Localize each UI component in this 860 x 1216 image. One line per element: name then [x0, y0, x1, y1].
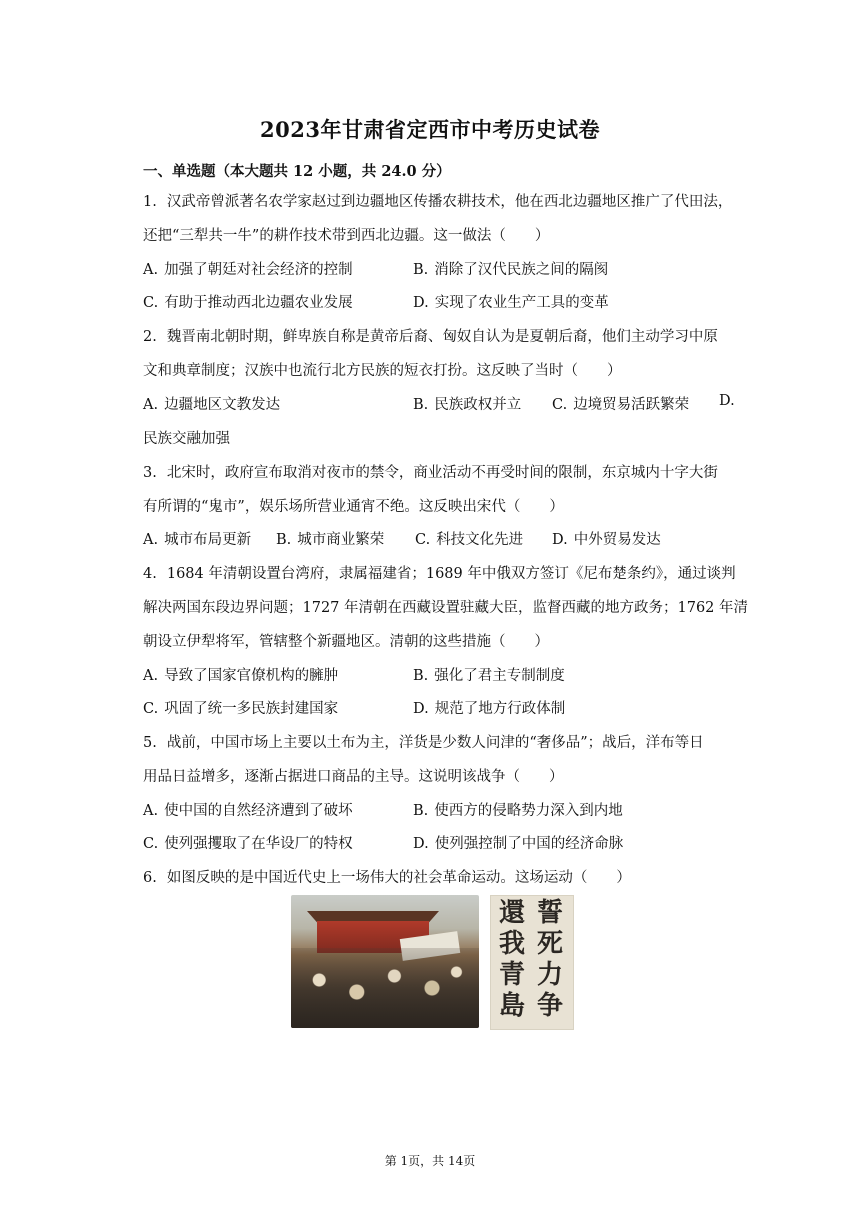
option-1b: B. 消除了汉代民族之间的隔阂 — [413, 262, 609, 278]
question-number: 1. — [143, 194, 157, 210]
question-5-line-1: 5. 战前，中国市场上主要以土布为主，洋货是少数人问津的“奢侈品”；战后，洋布等日 — [143, 735, 704, 751]
option-2a: A. 边疆地区文教发达 — [143, 397, 281, 413]
section-heading: 一、单选题（本大题共 12 小题，共 24.0 分） — [143, 163, 451, 180]
option-5d: D. 使列强控制了中国的经济命脉 — [413, 836, 624, 852]
question-4-line-3: 朝设立伊犁将军，管辖整个新疆地区。清朝的这些措施（ ） — [143, 634, 549, 650]
option-1c: C. 有助于推动西北边疆农业发展 — [143, 295, 353, 311]
question-4-line-1: 4. 1684 年清朝设置台湾府，隶属福建省；1689 年中俄双方签订《尼布楚条约》，通过谈判 — [143, 566, 736, 582]
question-2-line-2: 文和典章制度；汉族中也流行北方民族的短衣打扮。这反映了当时（ ） — [143, 363, 622, 379]
may-fourth-painting-image — [291, 895, 479, 1028]
calligraphy-column-1: 誓 死 力 争 — [536, 898, 563, 1021]
page-footer: 第 1页，共 14页 — [384, 1154, 476, 1168]
option-4c: C. 巩固了统一多民族封建国家 — [143, 701, 339, 717]
option-5b: B. 使西方的侵略势力深入到内地 — [413, 803, 623, 819]
option-4d: D. 规范了地方行政体制 — [413, 701, 566, 717]
calligraphy-image — [490, 895, 574, 1030]
question-3-line-1: 3. 北宋时，政府宣布取消对夜市的禁令，商业活动不再受时间的限制，东京城内十字大街 — [143, 465, 718, 481]
question-2-line-1: 2. 魏晋南北朝时期，鲜卑族自称是黄帝后裔、匈奴自认为是夏朝后裔，他们主动学习中原 — [143, 329, 718, 345]
crowd-shape — [291, 948, 479, 1028]
option-4a: A. 导致了国家官僚机构的臃肿 — [143, 668, 339, 684]
option-2d: D. — [719, 393, 735, 409]
option-1a: A. 加强了朝廷对社会经济的控制 — [143, 262, 353, 278]
question-1-line-1: 1. 汉武帝曾派著名农学家赵过到边疆地区传播农耕技术，他在西北边疆地区推广了代田法， — [143, 194, 733, 210]
option-3b: B. 城市商业繁荣 — [276, 532, 385, 548]
question-4-line-2: 解决两国东段边界问题；1727 年清朝在西藏设置驻藏大臣，监督西藏的地方政务；1762 年清 — [143, 600, 749, 616]
option-4b: B. 强化了君主专制制度 — [413, 668, 565, 684]
option-2c: C. 边境贸易活跃繁荣 — [552, 397, 690, 413]
page-title: 2023年甘肃省定西市中考历史试卷 — [260, 117, 600, 142]
question-6-line-1: 6. 如图反映的是中国近代史上一场伟大的社会革命运动。这场运动（ ） — [143, 870, 631, 886]
option-3d: D. 中外贸易发达 — [552, 532, 661, 548]
option-5a: A. 使中国的自然经济遭到了破坏 — [143, 803, 353, 819]
option-2d-text: 民族交融加强 — [143, 431, 230, 447]
option-3c: C. 科技文化先进 — [415, 532, 524, 548]
question-3-line-2: 有所谓的“鬼市”，娱乐场所营业通宵不绝。这反映出宋代（ ） — [143, 499, 564, 515]
option-2b: B. 民族政权并立 — [413, 397, 522, 413]
option-5c: C. 使列强攫取了在华设厂的特权 — [143, 836, 353, 852]
calligraphy-column-2: 還 我 青 島 — [498, 898, 525, 1021]
question-1-line-2: 还把“三犁共一牛”的耕作技术带到西北边疆。这一做法（ ） — [143, 228, 550, 244]
question-5-line-2: 用品日益增多，逐渐占据进口商品的主导。这说明该战争（ ） — [143, 769, 564, 785]
option-3a: A. 城市布局更新 — [143, 532, 252, 548]
option-1d: D. 实现了农业生产工具的变革 — [413, 295, 609, 311]
